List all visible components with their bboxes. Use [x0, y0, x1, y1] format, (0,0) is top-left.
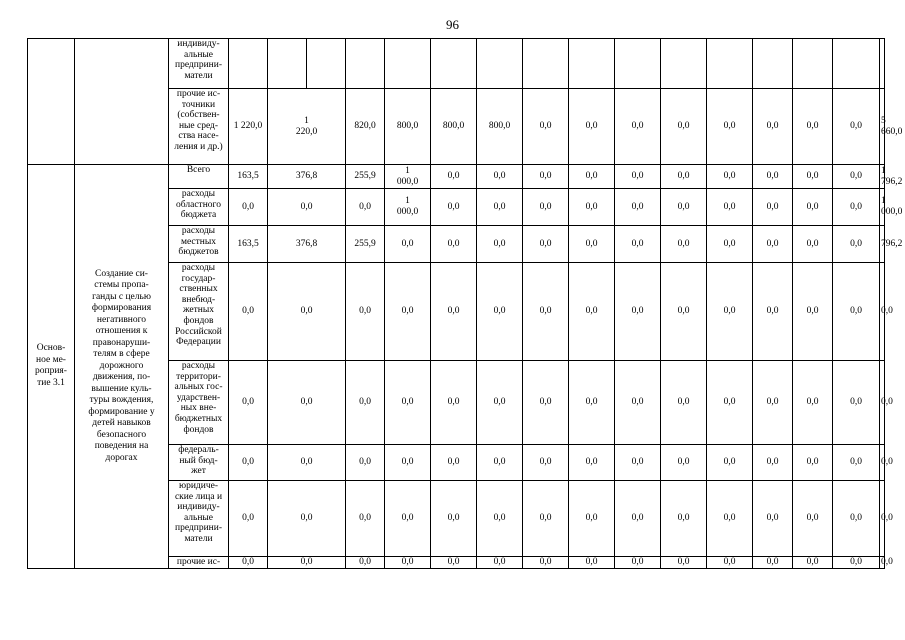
value-cell [307, 39, 346, 89]
value-cell: 0,0 [833, 226, 880, 263]
value-cell: 0,0 [615, 89, 661, 165]
value-cell: 0,0 [661, 226, 707, 263]
value-cell: 0,0 [707, 165, 753, 189]
value-cell: 0,0 [569, 89, 615, 165]
value-cell: 0,0 [793, 165, 833, 189]
source-label: прочие ис- [169, 557, 229, 569]
value-cell: 0,0 [833, 445, 880, 481]
value-cell: 0,0 [880, 481, 885, 557]
value-cell [268, 39, 307, 89]
value-cell: 0,0 [385, 226, 431, 263]
value-cell: 800,0 [385, 89, 431, 165]
value-cell: 1 000,0 [385, 165, 431, 189]
value-cell [477, 39, 523, 89]
source-label: расходы областного бюджета [169, 189, 229, 226]
value-cell: 0,0 [569, 481, 615, 557]
value-cell: 0,0 [707, 481, 753, 557]
value-cell: 255,9 [346, 226, 385, 263]
value-cell: 796,2 [880, 226, 885, 263]
budget-table [27, 38, 903, 569]
value-cell: 0,0 [793, 226, 833, 263]
value-cell: 0,0 [793, 557, 833, 569]
value-cell: 0,0 [833, 557, 880, 569]
value-cell: 0,0 [385, 481, 431, 557]
value-cell: 0,0 [431, 226, 477, 263]
value-cell: 0,0 [569, 263, 615, 361]
value-cell: 0,0 [615, 481, 661, 557]
source-label: Всего [169, 165, 229, 189]
source-label: расходы государ- ственных внебюд- жетных фондов Российской Федерации [169, 263, 229, 361]
value-cell: 0,0 [880, 263, 885, 361]
value-cell: 0,0 [523, 165, 569, 189]
value-cell: 0,0 [477, 165, 523, 189]
value-cell: 0,0 [569, 557, 615, 569]
event-description: Создание си- стемы пропа- ганды с целью формирования негативного отношения к правонаруши- телям в сфере дорожного движения, по- вышение куль- туры вождения, формирование у детей навыков безопасного поведения на дорогах [75, 165, 169, 569]
value-cell: 0,0 [707, 445, 753, 481]
value-cell: 0,0 [431, 557, 477, 569]
value-cell: 0,0 [793, 361, 833, 445]
value-cell: 0,0 [229, 189, 268, 226]
value-cell: 0,0 [707, 557, 753, 569]
value-cell: 0,0 [346, 263, 385, 361]
value-cell [431, 39, 477, 89]
value-cell [385, 39, 431, 89]
value-cell: 0,0 [661, 263, 707, 361]
value-cell: 0,0 [523, 89, 569, 165]
value-cell [793, 39, 833, 89]
value-cell: 0,0 [431, 189, 477, 226]
value-cell: 0,0 [615, 557, 661, 569]
value-cell: 0,0 [753, 263, 793, 361]
value-cell: 0,0 [661, 361, 707, 445]
value-cell [880, 39, 885, 89]
value-cell: 0,0 [229, 481, 268, 557]
source-label: расходы местных бюджетов [169, 226, 229, 263]
value-cell [661, 39, 707, 89]
value-cell: 0,0 [523, 481, 569, 557]
value-cell: 0,0 [707, 89, 753, 165]
event-name: Основ- ное ме- роприя- тие 3.1 [28, 165, 75, 569]
value-cell: 0,0 [523, 263, 569, 361]
value-cell: 0,0 [523, 557, 569, 569]
value-cell: 0,0 [268, 361, 346, 445]
value-cell: 5 660,0 [880, 89, 885, 165]
value-cell: 0,0 [431, 361, 477, 445]
value-cell: 0,0 [569, 361, 615, 445]
value-cell: 0,0 [833, 481, 880, 557]
value-cell: 0,0 [477, 445, 523, 481]
value-cell: 0,0 [615, 226, 661, 263]
value-cell: 255,9 [346, 165, 385, 189]
value-cell: 0,0 [268, 481, 346, 557]
value-cell: 0,0 [569, 226, 615, 263]
description-cell-empty [75, 39, 169, 165]
value-cell: 0,0 [793, 89, 833, 165]
value-cell: 0,0 [615, 263, 661, 361]
value-cell: 376,8 [268, 165, 346, 189]
value-cell: 0,0 [753, 165, 793, 189]
value-cell: 0,0 [431, 481, 477, 557]
value-cell [229, 39, 268, 89]
value-cell: 163,5 [229, 226, 268, 263]
value-cell [346, 39, 385, 89]
value-cell: 0,0 [833, 189, 880, 226]
value-cell [833, 39, 880, 89]
value-cell: 0,0 [615, 445, 661, 481]
value-cell: 0,0 [753, 89, 793, 165]
source-label: индивиду- альные предприни- матели [169, 39, 229, 89]
value-cell: 0,0 [385, 445, 431, 481]
value-cell: 0,0 [661, 189, 707, 226]
value-cell: 0,0 [229, 263, 268, 361]
value-cell: 0,0 [477, 189, 523, 226]
value-cell: 0,0 [615, 361, 661, 445]
value-cell [569, 39, 615, 89]
value-cell: 1 796,2 [881, 165, 903, 187]
value-cell: 0,0 [268, 445, 346, 481]
value-cell: 0,0 [346, 481, 385, 557]
value-cell: 0,0 [477, 481, 523, 557]
value-cell: 0,0 [833, 361, 880, 445]
value-cell: 0,0 [346, 361, 385, 445]
value-cell: 0,0 [569, 165, 615, 189]
value-cell: 0,0 [661, 89, 707, 165]
value-cell: 0,0 [753, 189, 793, 226]
value-cell: 0,0 [229, 361, 268, 445]
value-cell: 0,0 [431, 445, 477, 481]
value-cell: 0,0 [661, 481, 707, 557]
value-cell: 0,0 [707, 226, 753, 263]
value-cell: 800,0 [431, 89, 477, 165]
value-cell: 0,0 [346, 445, 385, 481]
value-cell: 0,0 [477, 557, 523, 569]
value-cell: 0,0 [661, 445, 707, 481]
value-cell [615, 39, 661, 89]
value-cell: 0,0 [707, 263, 753, 361]
value-cell [523, 39, 569, 89]
source-label: федераль- ный бюд- жет [169, 445, 229, 481]
value-cell: 0,0 [793, 481, 833, 557]
value-cell: 0,0 [753, 557, 793, 569]
value-cell: 0,0 [833, 165, 880, 189]
value-cell [707, 39, 753, 89]
source-label: расходы территори- альных гос- ударствен- ных вне- бюджетных фондов [169, 361, 229, 445]
event-cell-empty [28, 39, 75, 165]
value-cell: 0,0 [523, 226, 569, 263]
value-cell: 0,0 [793, 189, 833, 226]
value-cell: 0,0 [477, 263, 523, 361]
value-cell: 0,0 [385, 263, 431, 361]
value-cell: 1 000,0 [880, 189, 885, 226]
value-cell: 800,0 [477, 89, 523, 165]
value-cell [753, 39, 793, 89]
value-cell: 820,0 [346, 89, 385, 165]
value-cell: 0,0 [268, 557, 346, 569]
value-cell: 0,0 [268, 263, 346, 361]
value-cell: 0,0 [880, 361, 885, 445]
value-cell: 0,0 [615, 165, 661, 189]
value-cell: 0,0 [268, 189, 346, 226]
page-number: 96 [446, 17, 459, 32]
value-cell: 0,0 [833, 263, 880, 361]
value-cell: 0,0 [385, 361, 431, 445]
value-cell: 0,0 [477, 226, 523, 263]
value-cell: 0,0 [477, 361, 523, 445]
value-cell: 0,0 [615, 189, 661, 226]
value-cell: 0,0 [881, 557, 893, 567]
table-row [28, 39, 885, 89]
value-cell: 0,0 [523, 189, 569, 226]
value-cell: 0,0 [385, 557, 431, 569]
value-cell: 0,0 [229, 445, 268, 481]
value-cell: 0,0 [793, 263, 833, 361]
value-cell: 0,0 [569, 189, 615, 226]
value-cell: 0,0 [523, 361, 569, 445]
value-cell: 1 220,0 [229, 89, 268, 165]
value-cell: 0,0 [753, 226, 793, 263]
value-cell: 0,0 [793, 445, 833, 481]
value-cell: 0,0 [753, 361, 793, 445]
table-row [28, 165, 885, 189]
value-cell: 0,0 [661, 165, 707, 189]
value-cell: 0,0 [346, 557, 385, 569]
value-cell: 0,0 [833, 89, 880, 165]
source-label: прочие ис- точники (собствен- ные сред- ства насе- ления и др.) [169, 89, 229, 165]
value-cell: 0,0 [229, 557, 268, 569]
value-cell: 0,0 [569, 445, 615, 481]
value-cell: 163,5 [229, 165, 268, 189]
value-cell: 1 000,0 [385, 189, 431, 226]
value-cell: 0,0 [880, 445, 885, 481]
source-label: юридиче- ские лица и индивиду- альные предприни- матели [169, 481, 229, 557]
value-cell: 0,0 [431, 165, 477, 189]
value-cell: 0,0 [523, 445, 569, 481]
value-cell: 0,0 [707, 189, 753, 226]
value-cell: 0,0 [431, 263, 477, 361]
value-cell: 0,0 [753, 445, 793, 481]
value-cell: 376,8 [268, 226, 346, 263]
value-cell: 1 220,0 [268, 89, 346, 165]
value-cell: 0,0 [753, 481, 793, 557]
value-cell: 0,0 [661, 557, 707, 569]
value-cell: 0,0 [707, 361, 753, 445]
value-cell: 0,0 [346, 189, 385, 226]
